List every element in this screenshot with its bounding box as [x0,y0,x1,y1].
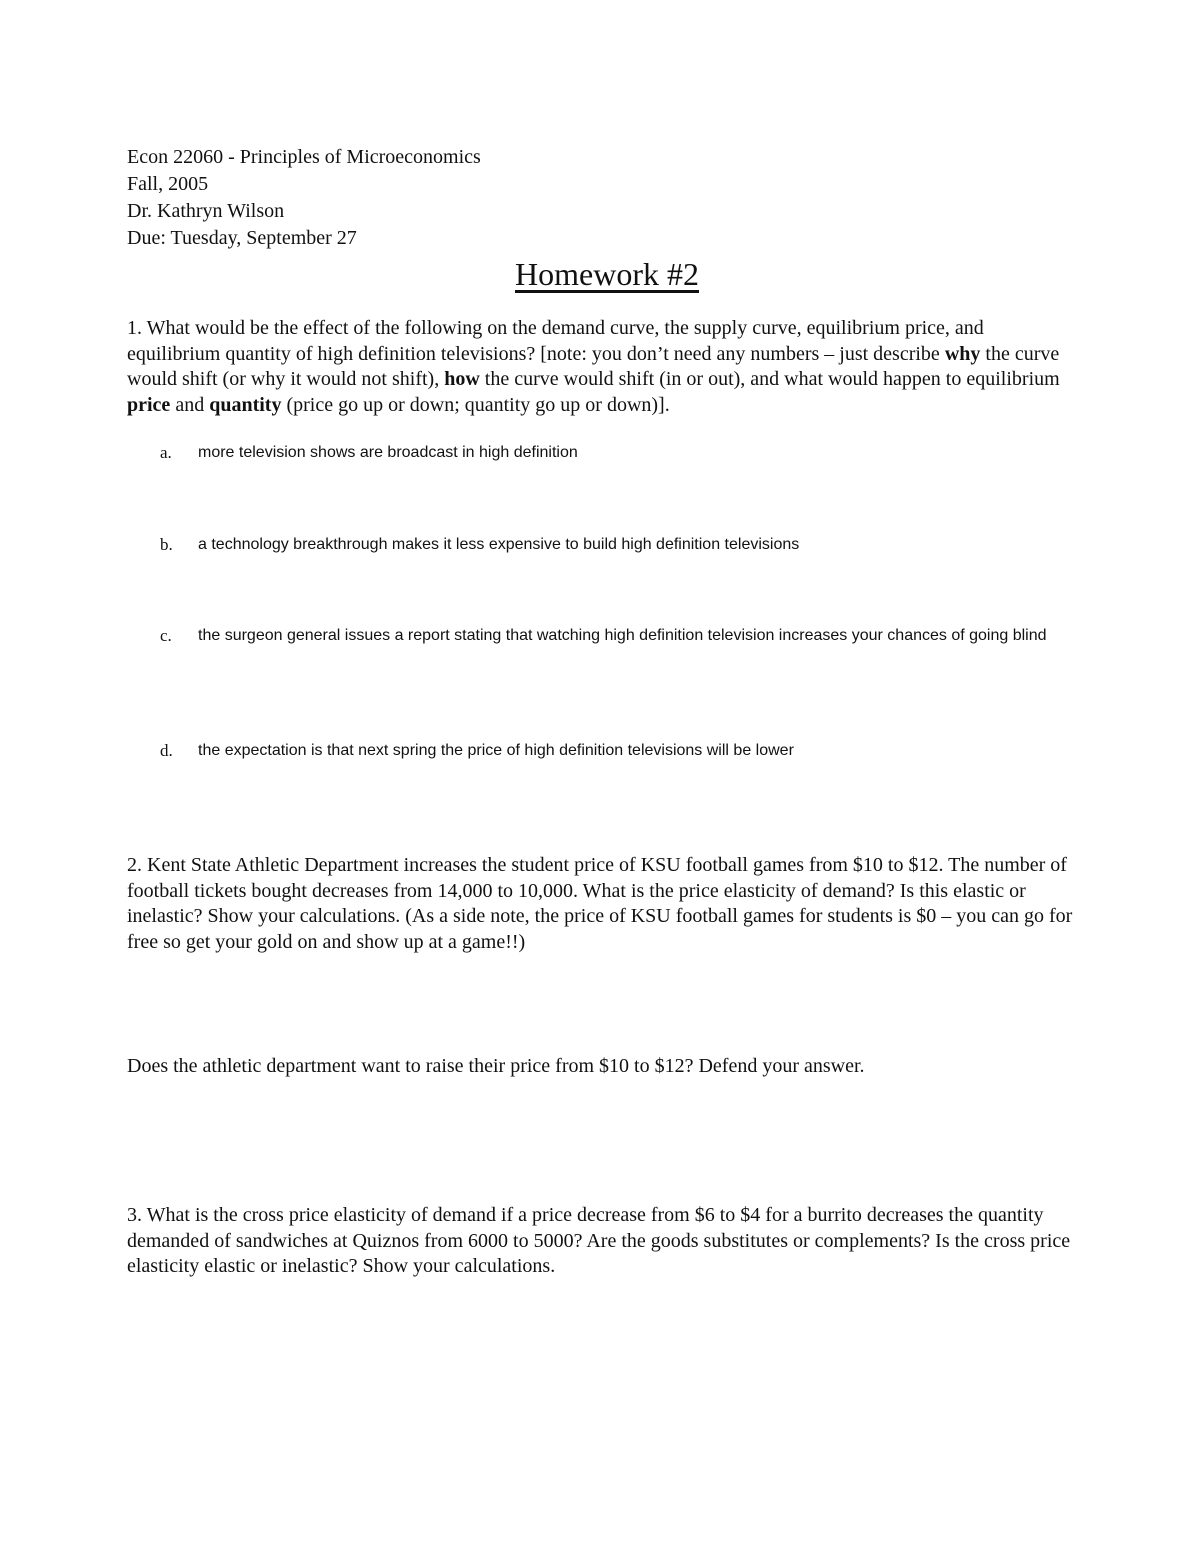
q1-text-part-1: 1. What would be the effect of the following on the demand curve, the supply curve, equilibrium price, and equilibrium quantity of high definition televisions? [note: you don’t need any numbers – just describe [127,317,984,365]
item-text: the expectation is that next spring the price of high definition televisions will be lower [198,742,794,759]
item-label: c. [160,626,172,645]
item-text: the surgeon general issues a report stating that watching high definition television increases your chances of going blind [198,627,1047,644]
question-3: 3. What is the cross price elasticity of demand if a price decrease from $6 to $4 for a burrito decreases the quantity demanded of sandwiches at Quiznos from 6000 to 5000? Are the goods substitutes or complements? Is the cross price elasticity elastic or inelastic? Show your calculations. [127,1204,1071,1277]
q1-text-part-4: and [170,393,210,416]
q1-bold-why: why [944,342,981,365]
item-label: d. [160,741,173,760]
question-1 [127,316,1077,418]
q1-bold-how: how [444,368,480,390]
q1-bold-quantity: quantity [209,393,282,416]
due-date-line: Due: Tuesday, September 27 [127,227,357,249]
question-2: 2. Kent State Athletic Department increases the student price of KSU football games from $10 to $12. The number of football tickets bought decreases from 14,000 to 10,000. What is the price elasticity of demand? Is this elastic or inelastic? Show your calculations. (As a side note, the price of KSU football games for students is $0 – you can go for free so get your gold on and show up at a game!!) [127,854,1073,953]
q1-text-part-3: the curve would shift (in or out), and what would happen to equilibrium [479,368,1060,390]
item-label: a. [160,443,172,462]
page-title: Homework #2 [515,256,699,292]
course-line: Econ 22060 - Principles of Microeconomics [127,146,481,168]
term-line: Fall, 2005 [127,173,209,195]
item-text: more television shows are broadcast in high definition [198,444,578,461]
instructor-line: Dr. Kathryn Wilson [127,200,285,222]
q1-text-part-5: (price go up or down; quantity go up or down)]. [281,393,670,416]
item-label: b. [160,535,173,554]
q1-bold-price: price [127,393,171,416]
q1-text-part-2: the curve would shift (or why it would not shift), [127,342,1060,390]
question-2-followup: Does the athletic department want to raise their price from $10 to $12? Defend your answer. [127,1055,865,1077]
item-text: a technology breakthrough makes it less expensive to build high definition televisions [198,536,800,553]
